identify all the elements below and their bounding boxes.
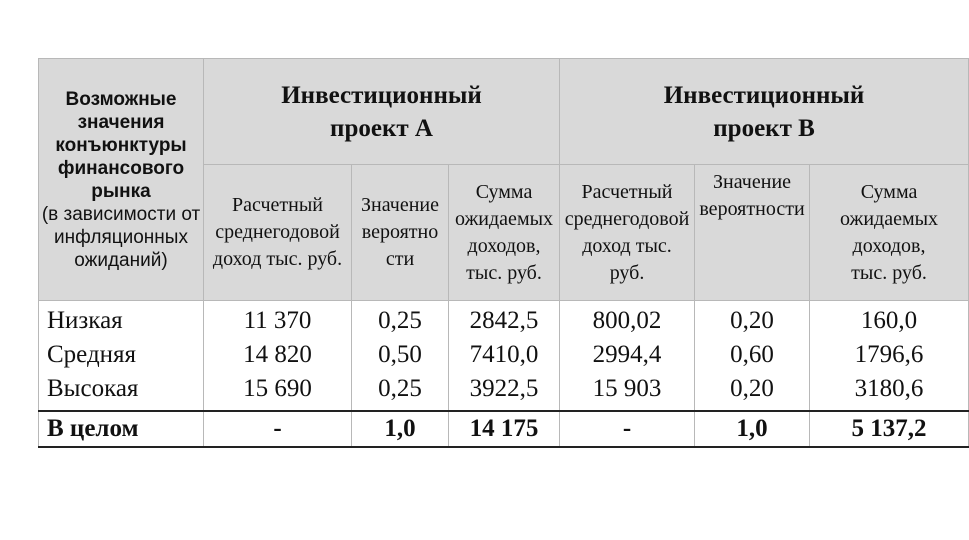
cell-value: 11 370 xyxy=(243,307,312,335)
total-b-expected: 5 137,2 xyxy=(810,411,969,447)
total-a-income: - xyxy=(204,411,352,447)
cell-b-expected xyxy=(810,301,969,411)
corner-line: инфляционных xyxy=(54,226,188,248)
total-label: В целом xyxy=(39,411,204,447)
header-line: Сумма xyxy=(860,180,918,203)
col-a-income xyxy=(204,165,352,301)
col-a-expected xyxy=(449,165,560,301)
col-b-income xyxy=(560,165,695,301)
total-a-expected: 14 175 xyxy=(449,411,560,447)
cell-value: 2842,5 xyxy=(469,307,539,335)
cell-b-income xyxy=(560,301,695,411)
col-b-expected xyxy=(810,165,969,301)
project-b-line: Инвестиционный xyxy=(663,81,865,109)
header-line: тыс. руб. xyxy=(851,261,927,284)
project-a-line: проект А xyxy=(330,114,433,142)
header-line: Значение xyxy=(360,194,440,216)
project-b-line: проект В xyxy=(713,114,815,142)
total-a-probability: 1,0 xyxy=(352,411,449,447)
project-a-header xyxy=(204,59,560,165)
col-b-probability xyxy=(695,165,810,301)
cell-value: 0,20 xyxy=(730,375,774,403)
header-line: доход тыс. руб. xyxy=(212,248,343,270)
header-line: Значение xyxy=(713,171,792,193)
cell-b-probability xyxy=(695,301,810,411)
row-label: Средняя xyxy=(47,341,137,369)
row-label: Высокая xyxy=(47,375,139,403)
cell-value: 3922,5 xyxy=(469,375,539,403)
row-labels xyxy=(39,301,204,411)
header-line: руб. xyxy=(609,261,645,284)
project-b-header xyxy=(560,59,969,165)
cell-value: 1796,6 xyxy=(854,341,924,369)
header-line: вероятно xyxy=(361,221,439,243)
cell-value: 0,60 xyxy=(730,341,774,369)
investment-table xyxy=(38,58,969,448)
row-label: Низкая xyxy=(47,307,123,335)
cell-value: 0,25 xyxy=(378,375,422,403)
cell-value: 15 903 xyxy=(592,375,662,403)
header-line: среднегодовой xyxy=(564,207,690,230)
cell-value: 160,0 xyxy=(860,307,918,335)
corner-line: ожиданий) xyxy=(74,249,168,271)
cell-a-expected xyxy=(449,301,560,411)
cell-value: 7410,0 xyxy=(469,341,539,369)
table-container xyxy=(38,58,939,450)
header-line: сти xyxy=(385,248,415,270)
corner-line: финансового xyxy=(57,157,185,179)
cell-a-probability xyxy=(352,301,449,411)
header-line: ожидаемых xyxy=(454,207,554,230)
cell-value: 14 820 xyxy=(243,341,312,369)
col-a-probability xyxy=(352,165,449,301)
header-line: ожидаемых xyxy=(840,207,939,230)
header-line: Сумма xyxy=(475,180,533,203)
header-line: доход тыс. xyxy=(582,234,672,257)
corner-line: значения xyxy=(77,111,165,133)
corner-line: конъюнктуры xyxy=(55,134,187,156)
cell-value: 2994,4 xyxy=(592,341,662,369)
header-line: Расчетный xyxy=(232,194,323,216)
total-b-probability: 1,0 xyxy=(695,411,810,447)
corner-line: (в зависимости от xyxy=(41,203,201,225)
header-line: среднегодовой xyxy=(215,221,340,243)
project-a-line: Инвестиционный xyxy=(281,81,482,109)
cell-value: 0,20 xyxy=(730,307,774,335)
header-line: тыс. руб. xyxy=(466,261,542,284)
header-line: доходов, xyxy=(852,234,926,257)
header-line: Расчетный xyxy=(581,180,673,203)
header-line: вероятности xyxy=(699,198,805,220)
cell-value: 0,50 xyxy=(378,341,422,369)
cell-a-income xyxy=(204,301,352,411)
cell-value: 800,02 xyxy=(592,307,662,335)
corner-line: Возможные xyxy=(65,88,177,110)
header-line: доходов, xyxy=(467,234,541,257)
total-b-income: - xyxy=(560,411,695,447)
cell-value: 0,25 xyxy=(378,307,422,335)
cell-value: 3180,6 xyxy=(854,375,924,403)
corner-line: рынка xyxy=(91,180,151,202)
cell-value: 15 690 xyxy=(243,375,312,403)
corner-header xyxy=(39,59,204,301)
